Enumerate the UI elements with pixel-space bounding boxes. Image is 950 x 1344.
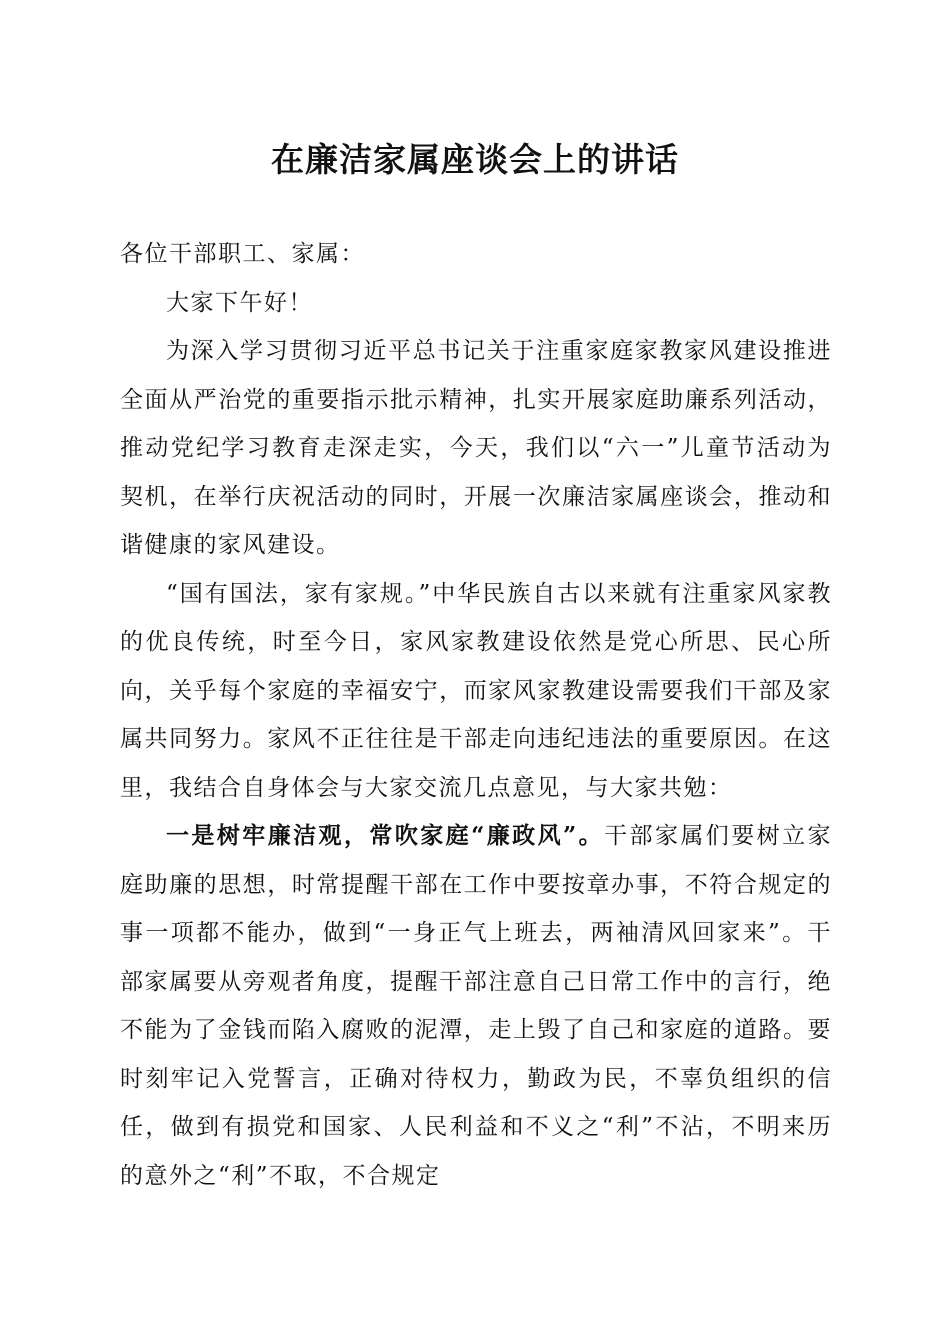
- section-one-text: 干部家属们要树立家庭助廉的思想，时常提醒干部在工作中要按章办事，不符合规定的事一项都不能办，做到“一身正气上班去，两袖清风回家来”。干部家属要从旁观者角度，提醒干部注意自己日常工作中的言行，绝不能为了金钱而陷入腐败的泥潭，走上毁了自己和家庭的道路。要时刻牢记入党誓言，正确对待权力，勤政为民，不辜负组织的信任，做到有损党和国家、人民利益和不义之“利”不沾，不明来历的意外之“利”不取，不合规定: [120, 823, 833, 1189]
- paragraph-section-one: [120, 812, 832, 1200]
- paragraph-intro: 为深入学习贯彻习近平总书记关于注重家庭家教家风建设推进全面从严治党的重要指示批示精神，扎实开展家庭助廉系列活动，推动党纪学习教育走深走实，今天，我们以“六一”儿童节活动为契机，在举行庆祝活动的同时，开展一次廉洁家属座谈会，推动和谐健康的家风建设。: [120, 338, 832, 558]
- paragraph-family-rules: “国有国法，家有家规。”中华民族自古以来就有注重家风家教的优良传统，时至今日，家风家教建设依然是党心所思、民心所向，关乎每个家庭的幸福安宁，而家风家教建设需要我们干部及家属共同努力。家风不正往往是干部走向违纪违法的重要原因。在这里，我结合自身体会与大家交流几点意见，与大家共勉：: [120, 580, 832, 801]
- salutation: 各位干部职工、家属：: [120, 241, 365, 267]
- greeting: 大家下午好！: [166, 289, 313, 316]
- section-one-heading: 一是树牢廉洁观，常吹家庭“廉政风”。: [166, 822, 605, 849]
- document-title: 在廉洁家属座谈会上的讲话: [271, 140, 679, 179]
- document-body: [120, 230, 832, 1200]
